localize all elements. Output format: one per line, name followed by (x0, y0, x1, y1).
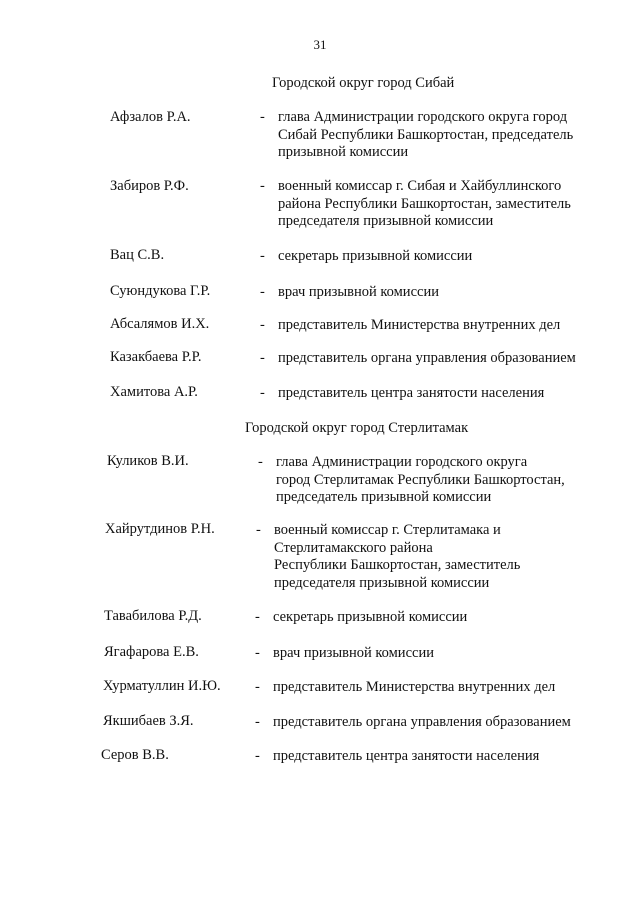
member-name: Хурматуллин И.Ю. (103, 678, 221, 694)
dash-separator: - (255, 748, 260, 764)
member-role: представитель органа управления образованием (273, 714, 571, 730)
member-name: Афзалов Р.А. (110, 109, 191, 125)
member-name: Ягафарова Е.В. (104, 644, 199, 660)
dash-separator: - (260, 284, 265, 300)
dash-separator: - (255, 645, 260, 661)
section-title-sibay: Городской округ город Сибай (272, 75, 455, 91)
member-name: Якшибаев З.Я. (103, 713, 194, 729)
member-role: секретарь призывной комиссии (273, 609, 468, 625)
dash-separator: - (260, 385, 265, 401)
member-role: представитель центра занятости населения (273, 748, 540, 764)
member-name: Забиров Р.Ф. (110, 178, 189, 194)
member-role: врач призывной комиссии (278, 284, 439, 300)
dash-separator: - (258, 454, 263, 470)
member-name: Вац С.В. (110, 247, 165, 263)
member-role: представитель органа управления образованием (278, 350, 576, 366)
member-name: Абсалямов И.Х. (110, 316, 210, 332)
member-name: Тавабилова Р.Д. (104, 608, 202, 624)
member-role: врач призывной комиссии (273, 645, 434, 661)
dash-separator: - (260, 350, 265, 366)
page-number: 31 (313, 37, 327, 52)
dash-separator: - (260, 109, 265, 125)
member-role: представитель центра занятости населения (278, 385, 545, 401)
member-role: глава Администрации городского округа город Сибай Республики Башкортостан, председатель призывной комиссии (278, 109, 574, 160)
member-name: Суюндукова Г.Р. (110, 283, 211, 299)
dash-separator: - (260, 317, 265, 333)
member-role: представитель Министерства внутренних дел (278, 317, 561, 333)
member-role: секретарь призывной комиссии (278, 248, 473, 264)
member-name: Казакбаева Р.Р. (110, 349, 202, 365)
dash-separator: - (260, 248, 265, 264)
member-name: Хамитова А.Р. (110, 384, 198, 400)
dash-separator: - (255, 714, 260, 730)
dash-separator: - (260, 178, 265, 194)
dash-separator: - (256, 522, 261, 538)
member-role: военный комиссар г. Сибая и Хайбуллинского района Республики Башкортостан, заместитель председателя призывной комиссии (278, 178, 571, 229)
dash-separator: - (255, 679, 260, 695)
member-role: глава Администрации городского округа город Стерлитамак Республики Башкортостан, председатель призывной комиссии (276, 454, 565, 505)
section-title-sterlitamak: Городской округ город Стерлитамак (245, 420, 469, 436)
member-name: Куликов В.И. (107, 453, 189, 469)
member-name: Хайрутдинов Р.Н. (105, 521, 215, 537)
dash-separator: - (255, 609, 260, 625)
member-role: представитель Министерства внутренних дел (273, 679, 556, 695)
member-role: военный комиссар г. Стерлитамака и Стерлитамакского района Республики Башкортостан, заместитель председателя призывной комиссии (274, 522, 521, 591)
member-name: Серов В.В. (101, 747, 169, 763)
